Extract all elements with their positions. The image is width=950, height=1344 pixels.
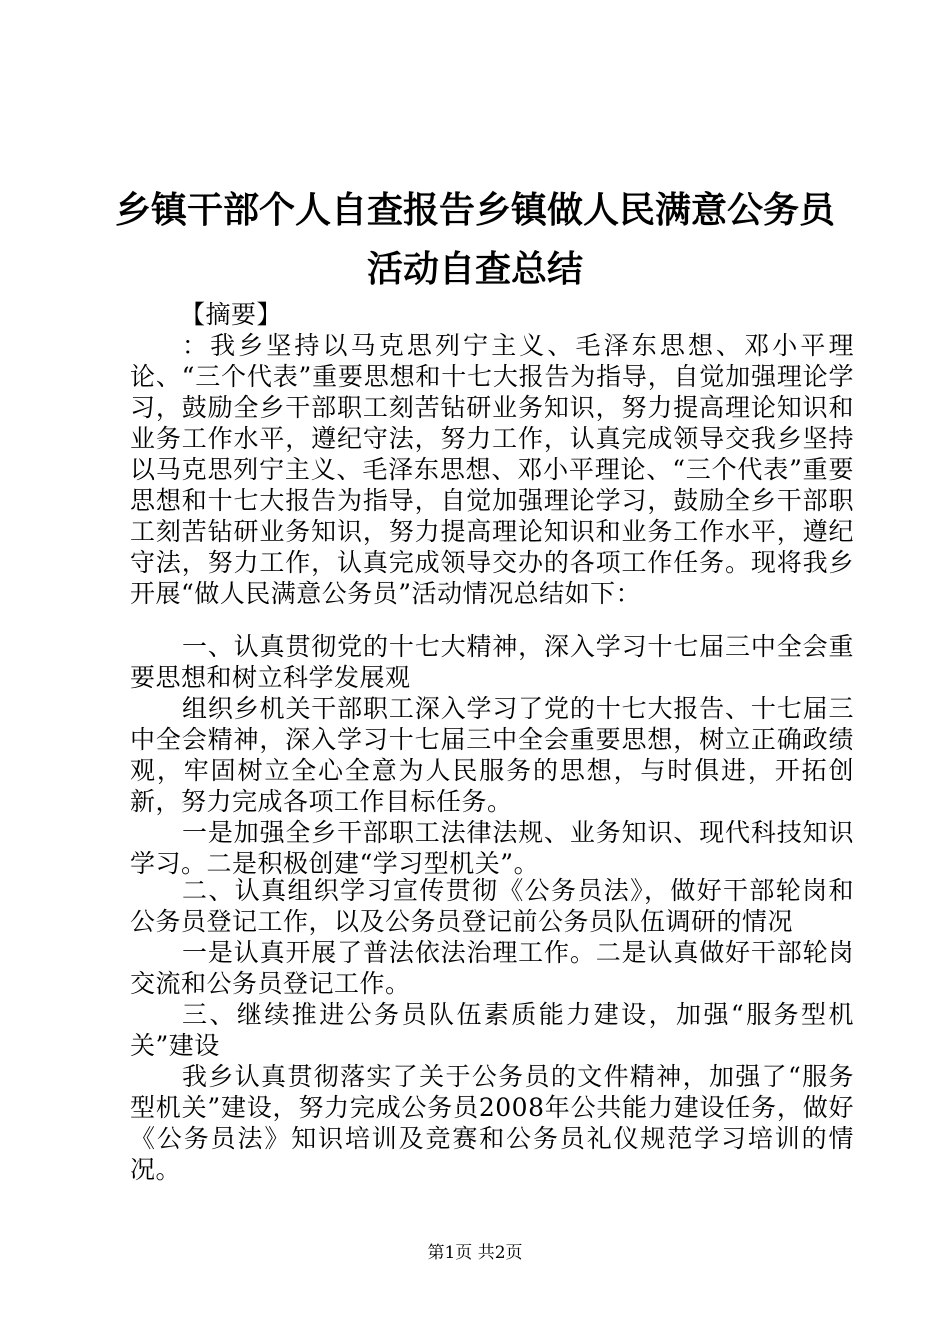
page-footer: 第1页 共2页	[427, 1243, 523, 1263]
section-1-body: 组织乡机关干部职工深入学习了党的十七大报告、十七届三中全会精神，深入学习十七届三中全会重要思想，树立正确政绩观，牢固树立全心全意为人民服务的思想，与时俱进，开拓创新，努力完成各项工作目标任务。	[130, 694, 854, 816]
section-1-heading: 一、认真贯彻党的十七大精神，深入学习十七届三中全会重要思想和树立科学发展观	[130, 632, 854, 692]
abstract-paragraph: ：我乡坚持以马克思列宁主义、毛泽东思想、邓小平理论、“三个代表”重要思想和十七大报告为指导，自觉加强理论学习，鼓励全乡干部职工刻苦钻研业务知识，努力提高理论知识和业务工作水平，遵纪守法，努力工作，认真完成领导交我乡坚持以马克思列宁主义、毛泽东思想、邓小平理论、“三个代表”重要思想和十七大报告为指导，自觉加强理论学习，鼓励全乡干部职工刻苦钻研业务知识，努力提高理论知识和业务工作水平，遵纪守法，努力工作，认真完成领导交办的各项工作任务。现将我乡开展“做人民满意公务员”活动情况总结如下：	[130, 331, 854, 608]
section-3-body: 我乡认真贯彻落实了关于公务员的文件精神，加强了“服务型机关”建设，努力完成公务员2008年公共能力建设任务，做好《公务员法》知识培训及竞赛和公务员礼仪规范学习培训的情况。	[130, 1062, 854, 1184]
section-1-extra: 一是加强全乡干部职工法律法规、业务知识、现代科技知识学习。二是积极创建“学习型机关”。	[130, 818, 854, 878]
document-title-line-2: 活动自查总结	[366, 249, 583, 290]
section-2-body: 一是认真开展了普法依法治理工作。二是认真做好干部轮岗交流和公务员登记工作。	[130, 938, 854, 998]
document-title-line-1: 乡镇干部个人自查报告乡镇做人民满意公务员	[114, 190, 835, 231]
section-2-heading: 二、认真组织学习宣传贯彻《公务员法》，做好干部轮岗和公务员登记工作，以及公务员登记前公务员队伍调研的情况	[130, 876, 854, 936]
section-3-heading: 三、继续推进公务员队伍素质能力建设，加强“服务型机关”建设	[130, 1000, 854, 1060]
abstract-label: 【摘要】	[180, 300, 283, 329]
